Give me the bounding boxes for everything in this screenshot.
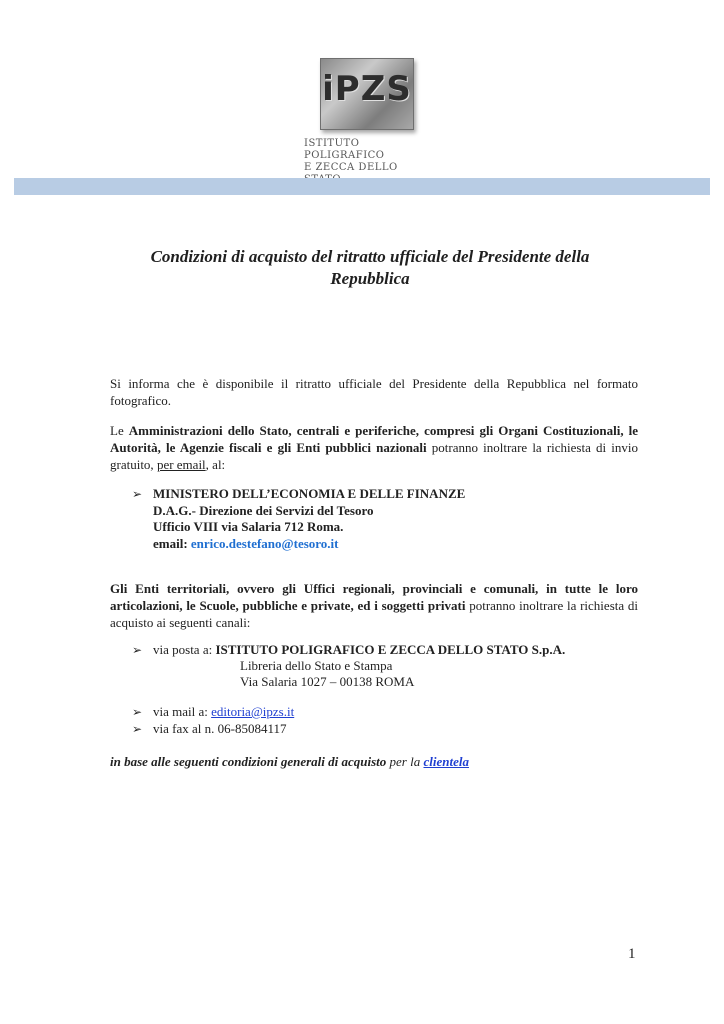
per-email-text: per email [156,457,206,472]
para2-tail2: , al: [205,457,226,472]
post-address-line2: Via Salaria 1027 – 00138 ROMA [240,674,415,689]
bullet-arrow-icon: ➢ [132,722,143,736]
bullet-arrow-icon: ➢ [132,705,143,719]
para2-lead: Le [110,423,129,438]
clientela-link[interactable]: clientela [423,754,469,769]
mail-label: via mail a: [153,704,212,719]
para2-tail1: potranno inoltrare la richiesta di invio gratuito, [110,440,638,472]
editoria-email-link[interactable]: editoria@ipzs.it [211,704,295,719]
fax-label: via fax al n. [153,721,218,736]
ipzs-logo [290,50,440,173]
para3-bold: Gli Enti territoriali, ovvero gli Uffici regionali, provinciali e comunali, in tutte le loro articolazioni, le Scuole, pubbliche e private, ed i soggetti privati [110,581,638,613]
conditions-note [110,753,638,770]
administrations-paragraph [110,422,638,473]
ministry-email-link[interactable]: enrico.destefano@tesoro.it [190,535,339,551]
logo-caption-line1: ISTITUTO POLIGRAFICO [304,138,385,161]
local-entities-paragraph [110,580,638,631]
logo-mark: iPZS [322,69,412,109]
channel-mail [132,704,652,721]
email-label: email: [153,535,191,551]
ministry-address-block [132,486,632,552]
para2-bold: Amministrazioni dello Stato, centrali e periferiche, compresi gli Organi Costituzionali, le Autorità, le Agenzie fiscali e gli Enti pubblici nazionali [110,423,639,455]
channel-fax [132,721,652,738]
ministry-email-line [132,536,632,553]
bullet-arrow-icon: ➢ [132,487,143,501]
post-label: via posta a: [153,642,216,657]
post-recipient: ISTITUTO POLIGRAFICO E ZECCA DELLO STATO S.p.A. [215,642,566,657]
ministry-name: MINISTERO DELL’ECONOMIA E DELLE FINANZE [153,486,466,501]
logo-type-block [320,58,414,130]
para3-tail: potranno inoltrare la richiesta di acquisto ai seguenti canali: [110,598,638,630]
channel-post [132,642,652,659]
ministry-department: D.A.G.- Direzione dei Servizi del Tesoro [153,502,374,518]
fax-number: 06-85084117 [217,721,287,736]
header-band [14,178,710,195]
post-address-line1: Libreria dello Stato e Stampa [240,658,393,673]
document-title: Condizioni di acquisto del ritratto ufficiale del Presidente della Repubblica [150,247,590,288]
intro-paragraph: Si informa che è disponibile il ritratto ufficiale del Presidente della Repubblica nel formato fotografico. [110,376,638,408]
page-number: 1 [628,946,636,962]
logo-caption-line2: E ZECCA DELLO [304,162,398,173]
final-part2: per la [386,754,424,769]
ministry-office: Ufficio VIII via Salaria 712 Roma. [153,519,344,534]
final-part1: in base alle seguenti condizioni generali di acquisto [110,754,387,769]
bullet-arrow-icon: ➢ [132,643,143,657]
